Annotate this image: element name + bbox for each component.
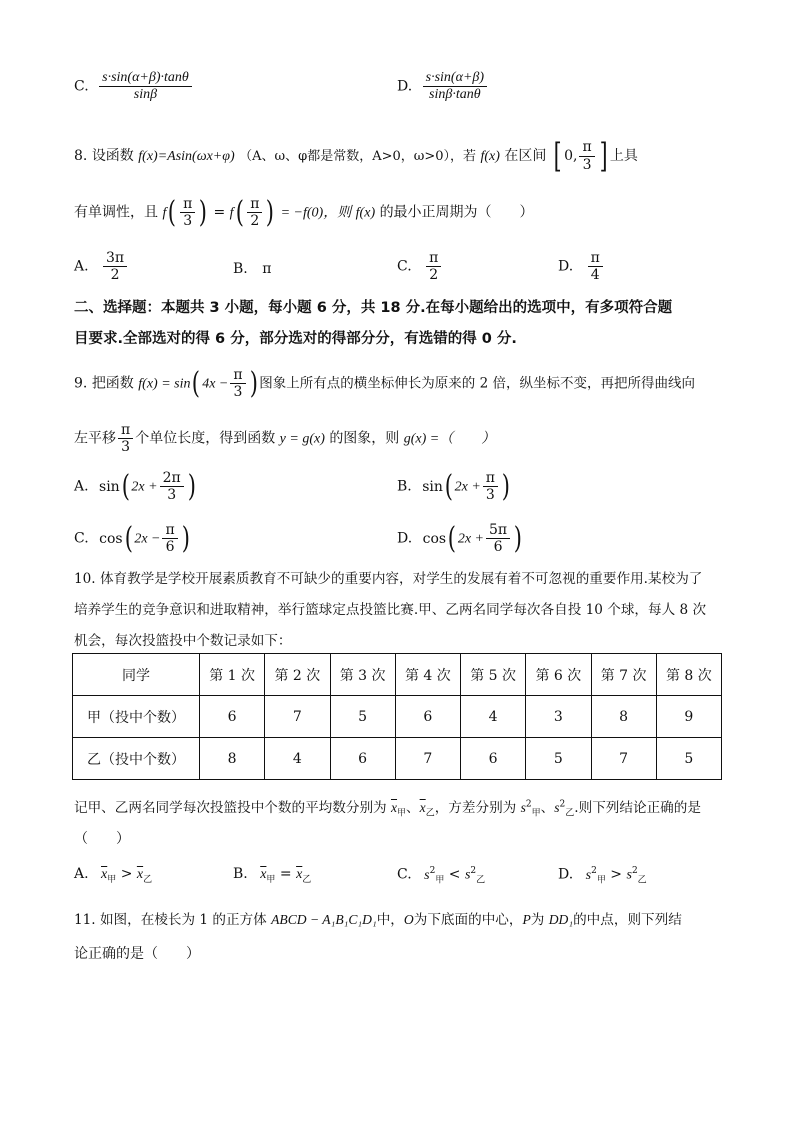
subscript: 乙 [476, 875, 486, 886]
denominator: 3 [233, 384, 243, 401]
score-table [72, 653, 722, 780]
table-header-cell: 第 6 次 [526, 654, 591, 696]
relation: > [120, 866, 133, 882]
subscript: 甲 [596, 875, 606, 886]
superscript: 2 [591, 866, 597, 876]
text: 为下底面的中心， [413, 912, 523, 928]
question-number: 9. [74, 375, 88, 392]
subscript: 乙 [425, 808, 435, 819]
option-label: C. [74, 530, 89, 547]
pi-over-3 [230, 367, 245, 400]
table-header-cell: 同学 [73, 654, 200, 696]
f-symbol: f [162, 205, 167, 221]
denominator: 2 [110, 267, 120, 284]
table-cell: 乙（投中个数） [73, 738, 200, 780]
text: 上具 [609, 148, 638, 164]
paren-right: ) [181, 520, 190, 556]
paren-left: ( [444, 468, 453, 504]
s-symbol: s [520, 800, 526, 815]
subscript: 甲 [435, 875, 445, 886]
denominator: 3 [183, 213, 193, 230]
x-bar: $\overline{x}$ [296, 867, 303, 882]
subscript: 甲 [107, 874, 117, 885]
option-label: C. [397, 258, 412, 275]
q10-option-d[interactable] [558, 866, 647, 885]
option-label: B. [397, 478, 412, 495]
superscript: 2 [631, 866, 638, 876]
table-cell: 5 [526, 738, 591, 780]
table-cell: 8 [591, 696, 656, 738]
denominator: 3 [582, 156, 592, 173]
formula: = −f(0)，则 [280, 205, 352, 221]
relation: = [279, 866, 292, 882]
option-label: C. [74, 78, 89, 95]
table-header-cell: 第 8 次 [656, 654, 721, 696]
text: .则下列结论正确的是 [574, 800, 701, 816]
formula: y = g(x) [279, 431, 325, 447]
q10-option-b[interactable] [233, 866, 311, 885]
q7-option-d[interactable] [397, 70, 489, 103]
subscript: 甲 [397, 808, 407, 819]
option-label: D. [397, 78, 413, 95]
table-cell: 7 [265, 696, 330, 738]
formula: f(x) = sin [138, 376, 191, 392]
s-symbol: s [424, 867, 430, 883]
paren-left: ( [121, 468, 130, 504]
superscript: 2 [429, 866, 436, 876]
formula: DD₁ [548, 912, 574, 927]
numerator: π [588, 250, 603, 267]
table-cell: 9 [656, 696, 721, 738]
numerator: π [426, 250, 441, 267]
subscript: 甲 [531, 808, 541, 819]
separator: 、 [540, 800, 555, 816]
q11-line-1 [74, 908, 682, 928]
paren-left: ( [192, 365, 201, 401]
denominator: 3 [121, 439, 131, 456]
text: 设函数 [91, 148, 134, 164]
option-fraction [588, 250, 603, 283]
option-label: D. [558, 258, 574, 275]
table-cell: 7 [395, 738, 460, 780]
q7-c-fraction [99, 70, 192, 103]
denominator: 6 [165, 539, 175, 556]
numerator: π [162, 522, 177, 539]
formula: f(x) [480, 149, 500, 164]
option-label: C. [397, 866, 412, 883]
paren-right: ) [501, 468, 510, 504]
option-fraction [426, 250, 441, 283]
formula: 2x − [134, 531, 161, 547]
option-fraction [483, 470, 498, 503]
option-fraction [160, 470, 184, 503]
section-2-heading-line-1: 二、选择题：本题共 3 小题，每小题 6 分，共 18 分.在每小题给出的选项中，有多项符合题 [74, 300, 673, 316]
q9-line-2 [74, 422, 495, 455]
table-header-cell: 第 1 次 [200, 654, 265, 696]
option-value: π [262, 261, 272, 277]
x-bar: $\overline{x}$ [260, 867, 267, 882]
q10-option-a[interactable] [74, 866, 152, 885]
q11-line-2: 论正确的是（ ） [74, 946, 200, 962]
q8-option-b[interactable] [233, 261, 271, 277]
interval-low: 0, [564, 148, 578, 164]
numerator: 3π [103, 250, 127, 267]
superscript: 2 [525, 799, 532, 810]
function-name: sin [422, 478, 443, 495]
text: 把函数 [91, 375, 134, 392]
denominator: 4 [590, 267, 600, 284]
text: 记甲、乙两名同学每次投篮投中个数的平均数分别为 [74, 800, 387, 816]
denominator: 3 [167, 487, 177, 504]
text: （A、ω、φ都是常数，A>0，ω>0），若 [239, 149, 477, 164]
s-symbol: s [585, 867, 592, 883]
text: 在区间 [504, 148, 547, 164]
table-cell: 6 [330, 738, 395, 780]
formula: ABCD − A₁B₁C₁D₁ [271, 912, 377, 927]
text: 的图象，则 [329, 430, 400, 447]
q8-line-1 [74, 136, 638, 176]
function-name: cos [422, 530, 447, 547]
question-number: 8. [74, 148, 88, 164]
numerator: s·sin(α+β)·tanθ [99, 70, 192, 87]
numerator: π [118, 422, 133, 439]
q9-option-b[interactable] [397, 470, 512, 503]
q8-option-d[interactable] [558, 250, 605, 283]
subscript: 乙 [565, 808, 575, 819]
paren-left: ( [124, 520, 133, 556]
option-fraction [162, 522, 177, 555]
equals: = [213, 204, 226, 221]
table-header-cell: 第 2 次 [265, 654, 330, 696]
subscript: 甲 [266, 874, 276, 885]
q10-option-c[interactable] [397, 866, 485, 885]
formula: 2x + [457, 531, 484, 547]
x-bar: $\overline{x}$ [390, 800, 398, 815]
q10-answer-paren: （ ） [74, 831, 130, 847]
superscript: 2 [559, 799, 566, 810]
q9-line-1 [74, 367, 695, 400]
table-header-row [73, 654, 722, 696]
option-label: B. [233, 866, 248, 882]
table-cell: 5 [656, 738, 721, 780]
bracket-left: [ [553, 136, 562, 176]
q8-option-c[interactable] [397, 250, 443, 283]
formula: g(x) =（ ） [403, 431, 496, 447]
x-bar: $\overline{x}$ [101, 867, 108, 882]
relation: < [448, 866, 461, 883]
separator: 、 [406, 800, 420, 816]
numerator: s·sin(α+β) [423, 70, 487, 87]
s-symbol: s [554, 800, 560, 815]
denominator: 2 [429, 267, 439, 284]
table-cell: 6 [461, 738, 526, 780]
numerator: 2π [160, 470, 184, 487]
subscript: 乙 [143, 874, 153, 885]
paren-left: ( [235, 194, 244, 230]
paren-right: ) [266, 194, 275, 230]
q10-line-3: 机会，每次投篮投中个数记录如下： [74, 633, 292, 649]
formula: 2x + [454, 479, 481, 495]
denominator: 2 [250, 213, 260, 230]
q8-line-2 [74, 196, 534, 229]
bracket-right: ] [599, 136, 608, 176]
q10-line-1: 10. 体育教学是学校开展素质教育不可缺少的重要内容，对学生的发展有着不可忽视的重要作用.某校为了 [74, 571, 703, 587]
subscript: 乙 [637, 875, 647, 886]
text: 图象上所有点的横坐标伸长为原来的 2 倍，纵坐标不变，再把所得曲线向 [259, 375, 695, 392]
table-row [73, 696, 722, 738]
function-name: cos [99, 530, 123, 547]
formula: 2x + [131, 479, 158, 495]
formula: f(x)=Asin(ωx+φ) [138, 149, 235, 164]
paren-right: ) [513, 520, 523, 556]
formula: P [522, 912, 531, 927]
text: 的最小正周期为（ ） [379, 204, 534, 221]
q10-line-2: 培养学生的竞争意识和进取精神，举行篮球定点投篮比赛.甲、乙两名同学每次各自投 10 个球，每人 8 次 [74, 602, 707, 618]
option-fraction [486, 522, 510, 555]
pi-over-3 [118, 422, 133, 455]
subscript: 乙 [302, 874, 312, 885]
paren-left: ( [168, 194, 177, 230]
superscript: 2 [470, 866, 477, 876]
text: 11. 如图，在棱长为 1 的正方体 [74, 912, 267, 928]
paren-right: ) [199, 194, 208, 230]
table-cell: 7 [591, 738, 656, 780]
option-label: B. [233, 261, 248, 277]
q9-option-c[interactable] [74, 522, 191, 555]
table-cell: 5 [330, 696, 395, 738]
table-row [73, 738, 722, 780]
s-symbol: s [464, 867, 471, 883]
table-header-cell: 第 3 次 [330, 654, 395, 696]
denominator: 6 [493, 539, 503, 556]
paren-right: ) [249, 365, 258, 401]
text: 左平移 [74, 430, 116, 447]
pi-over-2 [247, 196, 262, 229]
numerator: π [230, 367, 245, 384]
table-header-cell: 第 4 次 [395, 654, 460, 696]
table-cell: 甲（投中个数） [73, 696, 200, 738]
numerator: π [483, 470, 498, 487]
table-cell: 4 [461, 696, 526, 738]
option-fraction [103, 250, 127, 283]
table-cell: 4 [265, 738, 330, 780]
table-cell: 6 [395, 696, 460, 738]
formula: O [403, 912, 414, 927]
function-name: sin [99, 478, 120, 495]
text: 为 [530, 912, 545, 928]
option-label: A. [74, 478, 89, 495]
numerator: π [180, 196, 195, 213]
numerator: π [247, 196, 262, 213]
q7-option-c[interactable] [74, 70, 194, 103]
x-bar: $\overline{x}$ [136, 867, 144, 882]
option-label: A. [74, 258, 89, 275]
formula: 4x − [202, 376, 229, 392]
paren-left: ( [447, 520, 457, 556]
option-label: D. [397, 530, 413, 547]
option-label: A. [74, 866, 89, 882]
denominator: sinβ·tanθ [429, 87, 481, 103]
pi-over-3 [180, 196, 195, 229]
table-header-cell: 第 5 次 [461, 654, 526, 696]
q9-option-a[interactable] [74, 470, 197, 503]
option-label: D. [558, 866, 574, 883]
x-bar: $\overline{x}$ [419, 800, 426, 815]
text: 个单位长度，得到函数 [135, 430, 276, 447]
q8-option-a[interactable] [74, 250, 129, 283]
table-cell: 3 [526, 696, 591, 738]
text: ，方差分别为 [434, 800, 517, 816]
interval-fraction [579, 139, 594, 172]
table-cell: 6 [200, 696, 265, 738]
text: 有单调性，且 [74, 204, 158, 221]
text: 的中点，则下列结 [573, 912, 682, 928]
text: 中， [376, 912, 404, 928]
numerator: 5π [486, 522, 510, 539]
paren-right: ) [187, 468, 196, 504]
q10-after-table-line-1 [74, 796, 701, 819]
table-header-cell: 第 7 次 [591, 654, 656, 696]
q7-d-fraction [423, 70, 487, 103]
table-cell: 8 [200, 738, 265, 780]
f-symbol: f [229, 205, 234, 221]
q9-option-d[interactable] [397, 522, 524, 555]
section-2-heading-line-2: 目要求.全部选对的得 6 分，部分选对的得部分分，有选错的得 0 分. [74, 331, 517, 347]
numerator: π [579, 139, 594, 156]
formula: f(x) [355, 205, 376, 221]
s-symbol: s [626, 867, 632, 883]
denominator: sinβ [133, 87, 158, 103]
denominator: 3 [485, 487, 495, 504]
relation: > [610, 866, 623, 883]
